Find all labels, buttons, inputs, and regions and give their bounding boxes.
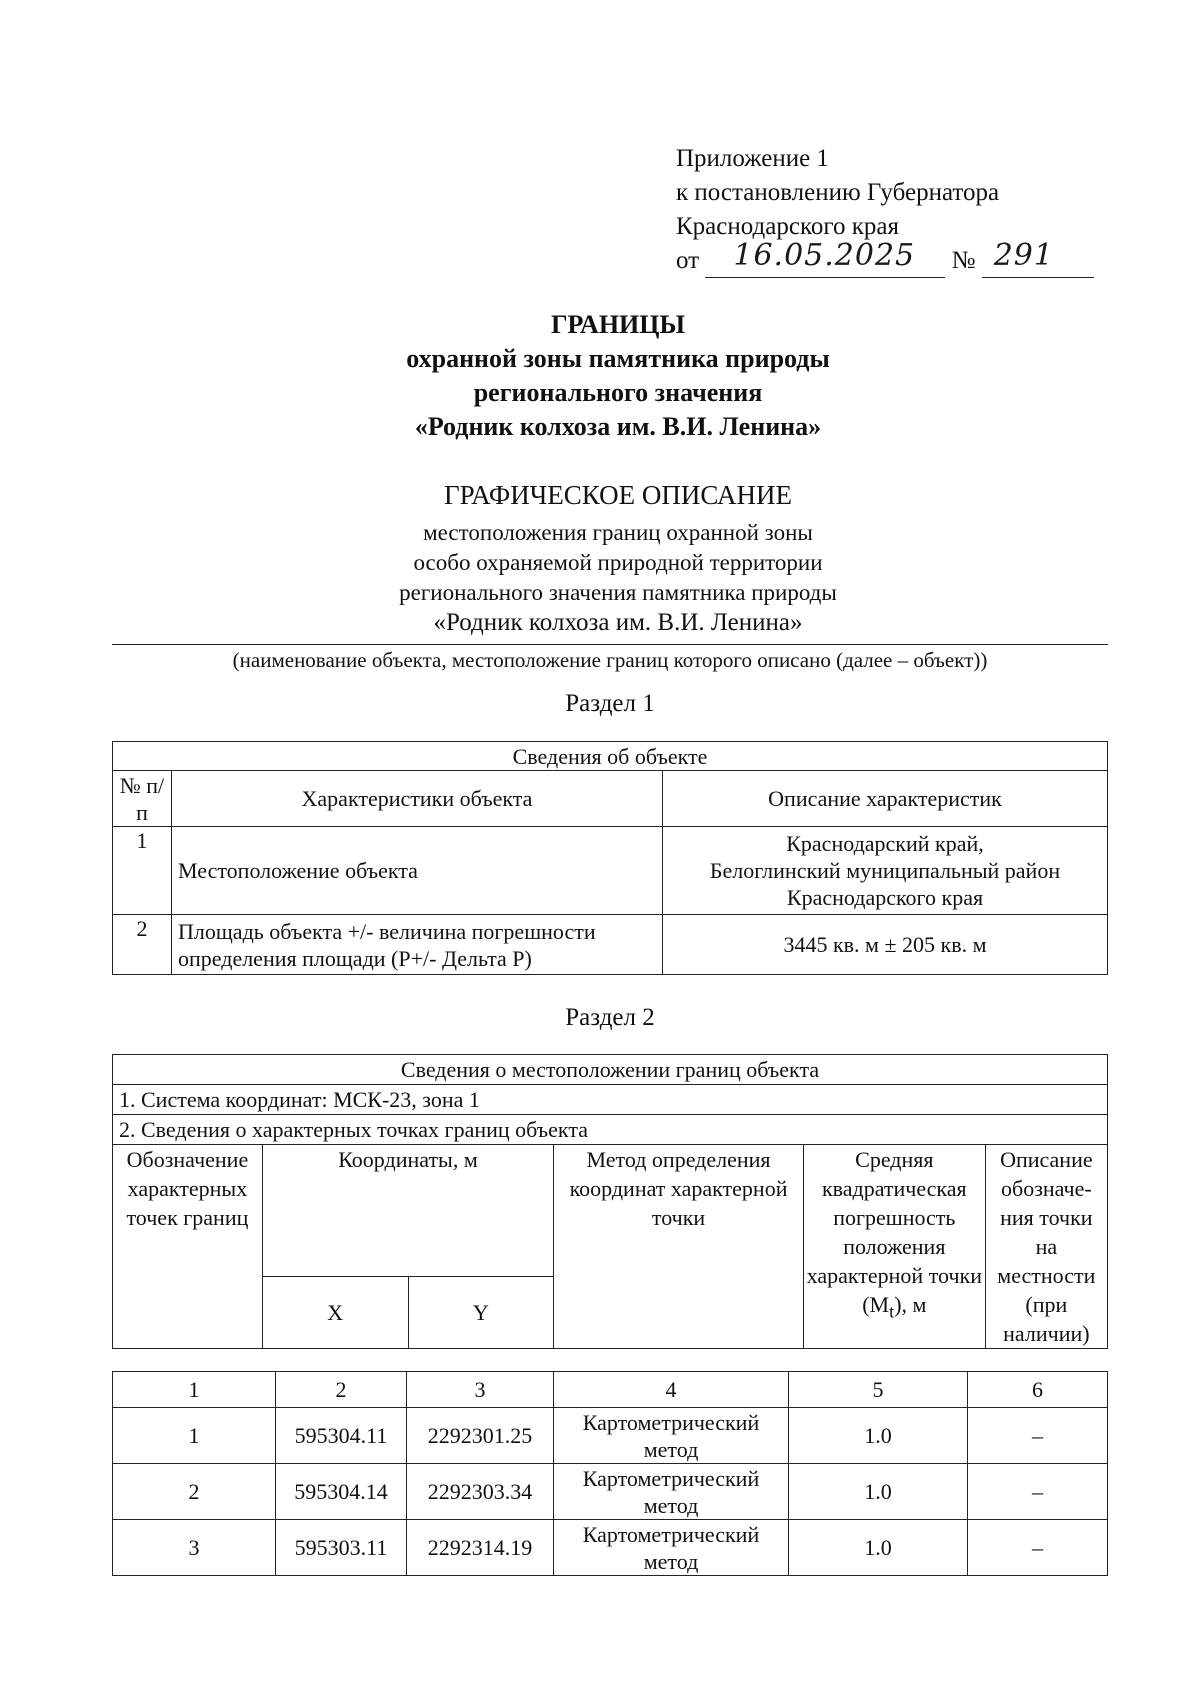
desc-header: Описание обозначе-ния точки на местности (при наличии) [985, 1145, 1107, 1349]
table-row [113, 827, 1108, 915]
table-row [113, 1520, 1108, 1576]
row-desc: 3445 кв. м ± 205 кв. м [663, 915, 1108, 975]
header-row [113, 1145, 1108, 1277]
points-table [112, 1371, 1108, 1576]
method-header: Метод определения координат характерной точки [554, 1145, 804, 1349]
appendix-header [676, 142, 1094, 278]
x-value: 595304.11 [276, 1408, 407, 1464]
handwritten-date: 16.05.2025 [733, 238, 916, 273]
graphic-heading: ГРАФИЧЕСКОЕ ОПИСАНИЕ [443, 480, 793, 510]
col-char-header: Характеристики объекта [172, 771, 663, 827]
desc-value: – [968, 1520, 1108, 1576]
table-title-row [113, 742, 1108, 771]
error-header-sub: t [889, 1301, 895, 1322]
row-char-line-2: определения площади (Р+/- Дельта Р) [178, 945, 532, 971]
coord-system: 1. Система координат: МСК-23, зона 1 [113, 1085, 1108, 1115]
row-char-line-1: Площадь объекта +/- величина погрешности [178, 918, 596, 944]
table-header-row [113, 771, 1108, 827]
point-id: 2 [113, 1464, 276, 1520]
graphic-line-3: регионального значения памятника природы [399, 580, 837, 605]
graphic-line-1: местоположения границ охранной зоны [423, 520, 813, 545]
col-number: 1 [113, 1372, 276, 1408]
method-value: Картометрический метод [554, 1520, 789, 1576]
number-label: № [951, 247, 976, 274]
graphic-line-4: «Родник колхоза им. В.И. Ленина» [433, 609, 803, 636]
table-row [113, 1464, 1108, 1520]
graphic-line-2: особо охраняемой природной территории [413, 550, 823, 575]
col-desc-header: Описание характеристик [663, 771, 1108, 827]
col-number: 5 [789, 1372, 968, 1408]
date-field [705, 238, 945, 278]
y-header: Y [408, 1276, 554, 1348]
row-char: Местоположение объекта [172, 827, 663, 915]
x-value: 595303.11 [276, 1520, 407, 1576]
object-info-table [112, 741, 1108, 975]
table-row [113, 1408, 1108, 1464]
col-number: 3 [407, 1372, 554, 1408]
error-value: 1.0 [789, 1520, 968, 1576]
y-value: 2292303.34 [407, 1464, 554, 1520]
document-title [0, 308, 1200, 444]
points-title-row [113, 1115, 1108, 1145]
table-title-row [113, 1055, 1108, 1085]
row-num: 2 [113, 915, 172, 975]
title-line-3: регионального значения [473, 378, 763, 407]
col-number: 4 [554, 1372, 789, 1408]
title-line-2: охранной зоны памятника природы [406, 344, 830, 373]
desc-value: – [968, 1464, 1108, 1520]
handwritten-number: 291 [993, 238, 1054, 273]
row-desc-line-3: Краснодарского края [786, 885, 984, 910]
table-title: Сведения о местоположении границ объекта [113, 1055, 1108, 1085]
row-desc-line-1: Краснодарский край, [786, 831, 984, 856]
coord-system-row [113, 1085, 1108, 1115]
row-desc-line-2: Белоглинский муниципальный район [709, 858, 1061, 883]
appendix-line-3: Краснодарского края [676, 213, 899, 240]
coords-header: Координаты, м [262, 1145, 553, 1277]
from-label: от [676, 247, 700, 274]
column-number-row [113, 1372, 1108, 1408]
error-value: 1.0 [789, 1464, 968, 1520]
appendix-line-1: Приложение 1 [676, 145, 829, 172]
number-field [982, 238, 1094, 278]
error-header [803, 1145, 985, 1349]
points-title: 2. Сведения о характерных точках границ объекта [113, 1115, 1108, 1145]
col-num-header: № п/п [113, 771, 172, 827]
table-title: Сведения об объекте [113, 742, 1108, 771]
method-value: Картометрический метод [554, 1464, 789, 1520]
row-num: 1 [113, 827, 172, 915]
x-header: X [262, 1276, 408, 1348]
row-char [172, 915, 663, 975]
row-desc [663, 827, 1108, 915]
point-id: 1 [113, 1408, 276, 1464]
error-header-main: Средняя квадратическая погрешность положения характерной точки (M [806, 1147, 982, 1317]
divider-line [112, 644, 1108, 645]
title-line-4: «Родник колхоза им. В.И. Ленина» [414, 412, 822, 441]
title-line-1: ГРАНИЦЫ [550, 310, 686, 339]
point-header: Обозначение характерных точек границ [113, 1145, 263, 1349]
x-value: 595304.14 [276, 1464, 407, 1520]
y-value: 2292301.25 [407, 1408, 554, 1464]
desc-value: – [968, 1408, 1108, 1464]
appendix-line-2: к постановлению Губернатора [676, 179, 1000, 206]
appendix-date-line [676, 238, 1094, 278]
point-id: 3 [113, 1520, 276, 1576]
table-row [113, 915, 1108, 975]
object-caption: (наименование объекта, местоположение границ которого описано (далее – объект)) [232, 648, 988, 672]
col-number: 2 [276, 1372, 407, 1408]
section-2-heading: Раздел 2 [565, 1004, 655, 1031]
boundary-info-table [112, 1054, 1108, 1349]
error-value: 1.0 [789, 1408, 968, 1464]
graphic-subtitle [0, 518, 1200, 638]
method-value: Картометрический метод [554, 1408, 789, 1464]
section-1-heading: Раздел 1 [565, 690, 655, 717]
error-header-tail: ), м [894, 1292, 927, 1317]
y-value: 2292314.19 [407, 1520, 554, 1576]
col-number: 6 [968, 1372, 1108, 1408]
